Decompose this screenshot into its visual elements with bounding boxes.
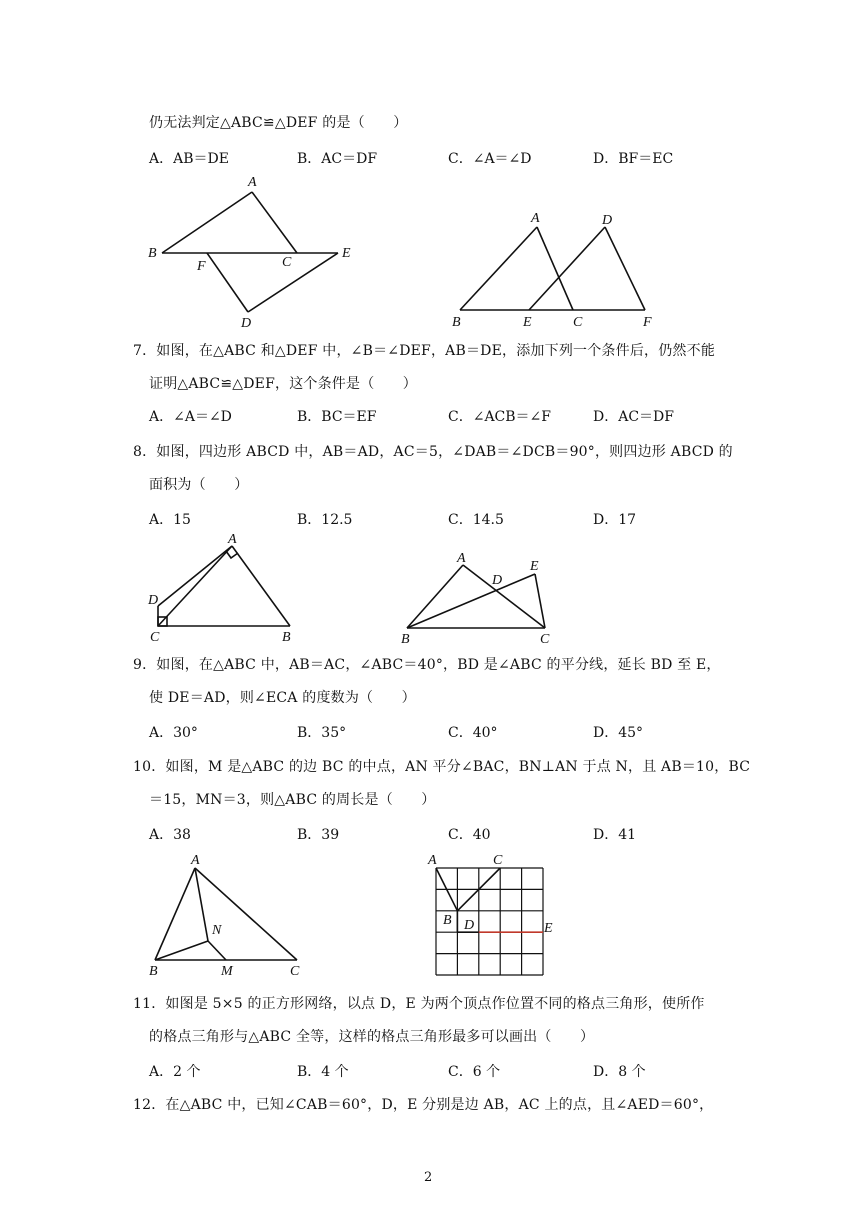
figure-q8-quadrilateral [140, 530, 310, 645]
q6-option-d: D．BF＝EC [593, 151, 674, 167]
q9-option-b: B．35° [297, 725, 347, 741]
page-number: 2 [424, 1170, 433, 1185]
q11-option-d: D．8 个 [593, 1064, 646, 1080]
fig5-label-c: C [290, 964, 300, 979]
fig2-label-a: A [531, 211, 540, 226]
fig5-label-b: B [149, 964, 158, 979]
fig6-label-d: D [464, 918, 475, 933]
fig3-label-c: C [150, 630, 160, 645]
q7-stem-line-1: 7．如图，在△ABC 和△DEF 中，∠B＝∠DEF，AB＝DE，添加下列一个条件后，仍然不能 [133, 343, 716, 359]
q11-stem-line-2: 的格点三角形与△ABC 全等，这样的格点三角形最多可以画出（ ） [149, 1029, 595, 1045]
fig5-label-m: M [221, 964, 233, 979]
q9-option-a: A．30° [149, 725, 198, 741]
q9-stem-line-1: 9．如图，在△ABC 中，AB＝AC，∠ABC＝40°，BD 是∠ABC 的平分线，延长 BD 至 E， [133, 657, 721, 673]
fig1-label-d: D [241, 316, 252, 330]
figure-q6-triangles [140, 170, 370, 330]
q11-option-c: C．6 个 [448, 1064, 501, 1080]
q10-stem-line-2: ＝15，MN＝3，则△ABC 的周长是（ ） [149, 792, 436, 808]
fig1-label-f: F [197, 259, 206, 274]
fig4-label-e: E [530, 559, 539, 574]
fig1-label-a: A [248, 175, 257, 190]
fig4-label-a: A [457, 551, 466, 566]
q6-option-a: A．AB＝DE [149, 151, 229, 167]
q6-option-c: C．∠A＝∠D [448, 151, 532, 167]
q8-stem-line-2: 面积为（ ） [149, 477, 249, 493]
fig2-label-d: D [602, 213, 613, 228]
q8-stem-line-1: 8．如图，四边形 ABCD 中，AB＝AD，AC＝5，∠DAB＝∠DCB＝90°，则四边形 ABCD 的 [133, 444, 733, 460]
q8-option-c: C．14.5 [448, 512, 504, 528]
fig1-label-e: E [342, 246, 351, 261]
q8-option-b: B．12.5 [297, 512, 353, 528]
fig6-label-e: E [544, 921, 553, 936]
q11-stem-line-1: 11．如图是 5×5 的正方形网络，以点 D，E 为两个顶点作位置不同的格点三角形，使所作 [133, 996, 705, 1012]
q10-option-d: D．41 [593, 827, 637, 843]
fig6-label-b: B [443, 913, 452, 928]
fig2-label-c: C [573, 315, 583, 330]
fig5-label-n: N [212, 923, 222, 938]
figure-q11-grid [420, 850, 560, 980]
q9-option-c: C．40° [448, 725, 498, 741]
fig2-label-b: B [452, 315, 461, 330]
fig4-label-b: B [401, 632, 410, 647]
q8-option-a: A．15 [149, 512, 191, 528]
q10-option-a: A．38 [149, 827, 191, 843]
q7-option-d: D．AC＝DF [593, 409, 674, 425]
fig5-label-a: A [191, 853, 200, 868]
q10-option-c: C．40 [448, 827, 491, 843]
fig6-label-c: C [493, 853, 503, 868]
fig1-label-c: C [282, 255, 292, 270]
q10-stem-line-1: 10．如图，M 是△ABC 的边 BC 的中点，AN 平分∠BAC，BN⊥AN 于点 N，且 AB＝10，BC [133, 759, 751, 775]
fig1-label-b: B [148, 246, 157, 261]
q10-option-b: B．39 [297, 827, 340, 843]
figure-q7-triangles [445, 208, 665, 333]
fig4-label-c: C [540, 632, 550, 647]
q9-option-d: D．45° [593, 725, 644, 741]
fig2-label-f: F [643, 315, 652, 330]
fig4-label-d: D [492, 573, 503, 588]
fig2-label-e: E [523, 315, 532, 330]
q7-option-a: A．∠A＝∠D [149, 409, 232, 425]
fig6-label-a: A [428, 853, 437, 868]
q9-stem-line-2: 使 DE＝AD，则∠ECA 的度数为（ ） [149, 690, 416, 706]
q6-option-b: B．AC＝DF [297, 151, 378, 167]
fig3-label-d: D [148, 593, 159, 608]
figure-q10-triangle [140, 848, 315, 980]
q7-option-b: B．BC＝EF [297, 409, 377, 425]
q8-option-d: D．17 [593, 512, 637, 528]
q6-stem-tail: 仍无法判定△ABC≌△DEF 的是（ ） [149, 115, 408, 131]
q7-option-c: C．∠ACB＝∠F [448, 409, 551, 425]
figure-q9-triangle [395, 548, 565, 648]
q11-option-a: A．2 个 [149, 1064, 201, 1080]
q11-option-b: B．4 个 [297, 1064, 349, 1080]
q7-stem-line-2: 证明△ABC≌△DEF，这个条件是（ ） [149, 376, 417, 392]
q12-stem-line-1: 12．在△ABC 中，已知∠CAB＝60°，D，E 分别是边 AB，AC 上的点，且∠AED＝60°， [133, 1097, 714, 1113]
fig3-label-b: B [282, 630, 291, 645]
fig3-label-a: A [228, 532, 237, 547]
